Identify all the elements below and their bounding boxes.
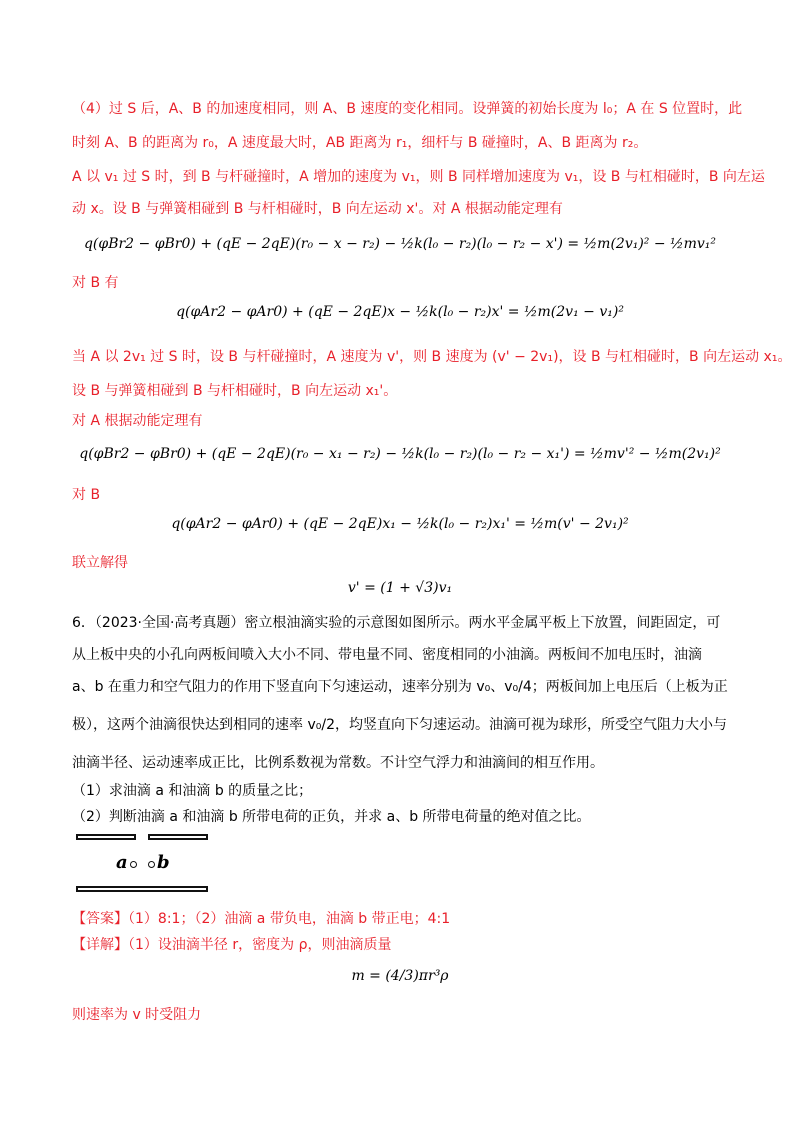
for-b-label-1: 对 B 有 bbox=[72, 275, 119, 291]
detail-tag: 【详解】 bbox=[72, 937, 128, 953]
part4-line6: 设 B 与弹簧相碰到 B 与杆相碰时，B 向左运动 x₁'。 bbox=[72, 383, 398, 399]
problem6-line4: 极），这两个油滴很快达到相同的速率 v₀/2，均竖直向下匀速运动。油滴可视为球形，所受空气阻力大小与 bbox=[72, 717, 727, 733]
drop-b-label: b bbox=[157, 852, 170, 873]
for-b-label-2: 对 B bbox=[72, 487, 101, 503]
question-1: （1）求油滴 a 和油滴 b 的质量之比； bbox=[72, 783, 313, 799]
equation-2: q(φAr2 − φAr0) + (qE − 2qE)x − ½k(l₀ − r₂)x' = ½m(2v₁ − v₁)² bbox=[176, 304, 624, 320]
equation-4: q(φAr2 − φAr0) + (qE − 2qE)x₁ − ½k(l₀ − r₂)x₁' = ½m(v' − 2v₁)² bbox=[171, 516, 629, 532]
answer-tag: 【答案】 bbox=[72, 911, 128, 927]
joint-solve-label: 联立解得 bbox=[72, 555, 128, 571]
answer-line bbox=[72, 908, 732, 930]
problem6-line2: 从上板中央的小孔向两板间喷入大小不同、带电量不同、密度相同的小油滴。两板间不加电压时，油滴 bbox=[72, 647, 702, 663]
lower-plate bbox=[76, 886, 208, 892]
drop-a-label: a bbox=[116, 852, 128, 873]
problem6-line3: a、b 在重力和空气阻力的作用下竖直向下匀速运动，速率分别为 v₀、v₀/4；两板间加上电压后（上板为正 bbox=[72, 679, 728, 695]
drop-a-circle bbox=[130, 861, 137, 868]
answer-text: （1）8:1；（2）油滴 a 带负电，油滴 b 带正电；4:1 bbox=[128, 911, 451, 927]
for-a-label: 对 A 根据动能定理有 bbox=[72, 413, 203, 429]
detail-last-line: 则速率为 v 时受阻力 bbox=[72, 1007, 202, 1023]
problem6-line5: 油滴半径、运动速率成正比，比例系数视为常数。不计空气浮力和油滴间的相互作用。 bbox=[72, 755, 604, 771]
part4-line1: （4）过 S 后，A、B 的加速度相同，则 A、B 速度的变化相同。设弹簧的初始长度为 l₀；A 在 S 位置时，此 bbox=[72, 101, 743, 117]
mass-equation: m = (4/3)πr³ρ bbox=[351, 968, 449, 984]
part4-line3: A 以 v₁ 过 S 时，到 B 与杆碰撞时，A 增加的速度为 v₁，则 B 同样增加速度为 v₁，设 B 与杠相碰时，B 向左运 bbox=[72, 169, 765, 185]
upper-plate-right bbox=[148, 834, 208, 840]
detail-line bbox=[72, 934, 732, 956]
detail-text: （1）设油滴半径 r，密度为 ρ，则油滴质量 bbox=[128, 937, 392, 953]
problem6-line1: 6．（2023·全国·高考真题）密立根油滴实验的示意图如图所示。两水平金属平板上下放置，间距固定，可 bbox=[72, 615, 721, 631]
part4-line2: 时刻 A、B 的距离为 r₀，A 速度最大时，AB 距离为 r₁，细杆与 B 碰撞时，A、B 距离为 r₂。 bbox=[72, 135, 648, 151]
drop-b-circle bbox=[148, 861, 155, 868]
equation-1: q(φBr2 − φBr0) + (qE − 2qE)(r₀ − x − r₂) − ½k(l₀ − r₂)(l₀ − r₂ − x') = ½m(2v₁)² − ½mv₁² bbox=[83, 236, 717, 252]
question-2: （2）判断油滴 a 和油滴 b 所带电荷的正负，并求 a、b 所带电荷量的绝对值之比。 bbox=[72, 809, 591, 825]
equation-5: v' = (1 + √3)v₁ bbox=[347, 580, 453, 596]
upper-plate-left bbox=[76, 834, 136, 840]
part4-line5: 当 A 以 2v₁ 过 S 时，设 B 与杆碰撞时，A 速度为 v'，则 B 速度为 (v' − 2v₁)，设 B 与杠相碰时，B 向左运动 x₁。 bbox=[72, 349, 792, 365]
part4-line4: 动 x。设 B 与弹簧相碰到 B 与杆相碰时，B 向左运动 x'。对 A 根据动能定理有 bbox=[72, 201, 563, 217]
equation-3: q(φBr2 − φBr0) + (qE − 2qE)(r₀ − x₁ − r₂) − ½k(l₀ − r₂)(l₀ − r₂ − x₁') = ½mv'² − ½m(2v₁)² bbox=[79, 446, 721, 462]
